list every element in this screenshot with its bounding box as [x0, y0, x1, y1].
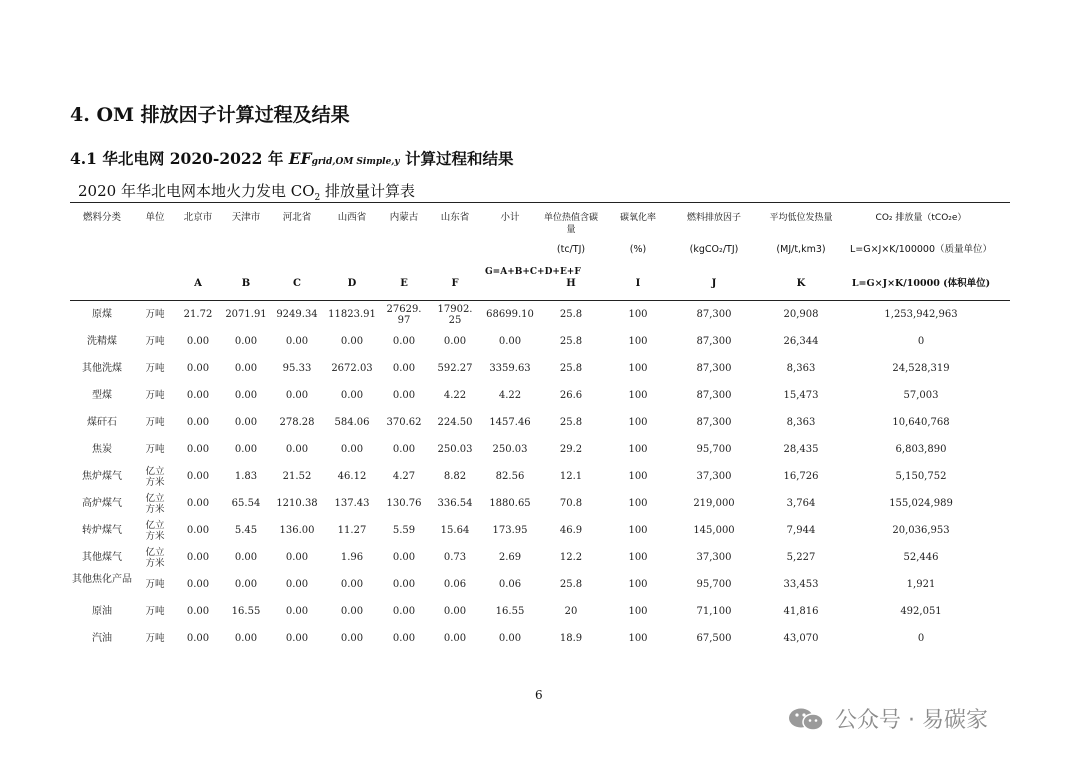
data-cell: 492,051: [900, 606, 942, 617]
header-formula-cell: K: [796, 278, 806, 289]
table-caption: [78, 180, 415, 203]
data-cell: 0.06: [443, 579, 467, 590]
data-cell: 100: [628, 552, 648, 563]
data-cell: 0.00: [340, 336, 364, 347]
data-cell: 0.00: [186, 552, 210, 563]
data-cell: 224.50: [437, 417, 473, 428]
data-cell: 130.76: [386, 498, 422, 509]
header-cell: 燃料排放因子: [686, 213, 741, 223]
data-cell: 27629.97: [386, 304, 422, 326]
header-cell: 山东省: [440, 212, 470, 223]
header-formula-cell: I: [635, 278, 641, 289]
data-cell: 219,000: [693, 498, 735, 509]
data-cell: 15.64: [440, 525, 470, 536]
fuel-name-cell: 焦炉煤气: [82, 471, 122, 482]
unit-cell: 万吨: [145, 444, 165, 455]
header-formula-cell: G=A+B+C+D+E+F: [485, 267, 581, 277]
data-cell: 0.00: [285, 579, 309, 590]
data-cell: 0: [917, 336, 925, 347]
data-cell: 0.00: [340, 444, 364, 455]
watermark-text: 公众号 · 易碳家: [835, 708, 988, 733]
unit-cell: 万吨: [145, 363, 165, 374]
data-cell: 250.03: [437, 444, 473, 455]
data-cell: 4.22: [443, 390, 467, 401]
data-cell: 0.00: [392, 552, 416, 563]
unit-cell: 万吨: [145, 390, 165, 401]
data-cell: 0.00: [234, 417, 258, 428]
fuel-name-cell: 转炉煤气: [82, 525, 122, 536]
data-cell: 25.8: [559, 579, 583, 590]
data-cell: 0.00: [234, 363, 258, 374]
data-cell: 8,363: [786, 363, 816, 374]
data-cell: 0.00: [443, 633, 467, 644]
data-cell: 17902.25: [437, 304, 473, 326]
data-cell: 0.00: [186, 336, 210, 347]
header-cell: 北京市: [183, 212, 213, 223]
fuel-name-cell: 其他洗煤: [82, 363, 122, 374]
data-cell: 0.73: [443, 552, 467, 563]
data-cell: 0.00: [285, 633, 309, 644]
unit-cell: 万吨: [145, 606, 165, 617]
data-cell: 100: [628, 498, 648, 509]
header-formula-cell: L=G×J×K/10000 (体积单位): [851, 278, 991, 289]
data-cell: 0.00: [234, 336, 258, 347]
data-cell: 29.2: [559, 444, 583, 455]
data-cell: 8.82: [443, 471, 467, 482]
data-cell: 12.1: [559, 471, 583, 482]
data-cell: 100: [628, 525, 648, 536]
data-cell: 137.43: [334, 498, 370, 509]
unit-cell: 亿立方米: [145, 493, 165, 515]
header-cell: CO₂ 排放量（tCO₂e）: [875, 213, 967, 223]
data-cell: 87,300: [696, 417, 732, 428]
data-cell: 37,300: [696, 471, 732, 482]
data-cell: 1.96: [340, 552, 364, 563]
wechat-icon: [788, 707, 826, 731]
unit-cell: 万吨: [145, 336, 165, 347]
data-cell: 155,024,989: [889, 498, 953, 509]
data-cell: 15,473: [783, 390, 819, 401]
data-cell: 25.8: [559, 363, 583, 374]
unit-cell: 万吨: [145, 579, 165, 590]
header-formula-cell: F: [451, 278, 459, 289]
fuel-name-cell: 煤矸石: [87, 417, 117, 428]
data-cell: 0.00: [392, 363, 416, 374]
fuel-name-cell: 其他煤气: [82, 552, 122, 563]
data-cell: 0.00: [443, 336, 467, 347]
header-formula-cell: B: [241, 278, 251, 289]
fuel-name-cell: 型煤: [92, 390, 112, 401]
data-cell: 0.00: [392, 336, 416, 347]
data-cell: 33,453: [783, 579, 819, 590]
data-cell: 0.00: [186, 633, 210, 644]
data-cell: 70.8: [559, 498, 583, 509]
data-cell: 145,000: [693, 525, 735, 536]
data-cell: 0.00: [443, 606, 467, 617]
header-cell: 单位: [145, 212, 165, 223]
data-cell: 0.00: [340, 633, 364, 644]
data-cell: 0.00: [234, 390, 258, 401]
data-cell: 100: [628, 579, 648, 590]
data-cell: 26,344: [783, 336, 819, 347]
data-cell: 1,921: [906, 579, 936, 590]
data-cell: 68699.10: [486, 309, 534, 320]
data-cell: 100: [628, 363, 648, 374]
fuel-name-cell: 汽油: [92, 633, 112, 644]
data-cell: 5,150,752: [895, 471, 947, 482]
data-cell: 2672.03: [331, 363, 373, 374]
header-formula-cell: E: [400, 278, 408, 289]
data-cell: 0.00: [234, 579, 258, 590]
fuel-name-cell: 其他焦化产品: [72, 574, 132, 585]
data-cell: 41,816: [783, 606, 819, 617]
data-cell: 11.27: [337, 525, 367, 536]
data-cell: 87,300: [696, 363, 732, 374]
table-header-rule: [70, 300, 1010, 301]
data-cell: 0.00: [234, 552, 258, 563]
data-cell: 1457.46: [489, 417, 531, 428]
data-cell: 173.95: [492, 525, 528, 536]
data-cell: 21.72: [183, 309, 213, 320]
header-cell: 内蒙古: [389, 212, 419, 223]
data-cell: 0.00: [186, 417, 210, 428]
data-cell: 0.00: [498, 336, 522, 347]
data-cell: 0.00: [340, 606, 364, 617]
data-cell: 46.12: [337, 471, 367, 482]
data-cell: 24,528,319: [892, 363, 950, 374]
data-cell: 21.52: [282, 471, 312, 482]
data-cell: 592.27: [437, 363, 473, 374]
data-cell: 1880.65: [489, 498, 531, 509]
data-cell: 100: [628, 471, 648, 482]
data-cell: 11823.91: [328, 309, 376, 320]
data-cell: 0.00: [285, 552, 309, 563]
header-unit-cell: (kgCO₂/TJ): [689, 244, 739, 255]
data-cell: 0.00: [285, 444, 309, 455]
data-cell: 1,253,942,963: [884, 309, 958, 320]
data-cell: 0.00: [186, 525, 210, 536]
data-cell: 46.9: [559, 525, 583, 536]
data-cell: 100: [628, 309, 648, 320]
data-cell: 0.00: [186, 390, 210, 401]
data-cell: 0.00: [186, 363, 210, 374]
header-unit-cell: (MJ/t,km3): [776, 244, 826, 255]
data-cell: 0.00: [392, 579, 416, 590]
fuel-name-cell: 洗精煤: [87, 336, 117, 347]
data-cell: 100: [628, 633, 648, 644]
data-cell: 67,500: [696, 633, 732, 644]
header-formula-cell: A: [194, 278, 202, 289]
header-cell: 平均低位发热量: [769, 213, 833, 223]
subsection-heading: [70, 147, 514, 169]
data-cell: 12.2: [559, 552, 583, 563]
heading2-suffix: 计算过程和结果: [399, 149, 514, 168]
data-cell: 16.55: [231, 606, 261, 617]
data-cell: 0.00: [498, 633, 522, 644]
unit-cell: 亿立方米: [145, 466, 165, 488]
heading2-prefix: 4.1 华北电网 2020-2022 年: [70, 149, 289, 168]
data-cell: 0.06: [498, 579, 522, 590]
data-cell: 1210.38: [276, 498, 318, 509]
data-cell: 0.00: [392, 444, 416, 455]
header-cell: 碳氧化率: [619, 213, 656, 223]
fuel-name-cell: 焦炭: [92, 444, 112, 455]
data-cell: 2071.91: [225, 309, 267, 320]
data-cell: 87,300: [696, 390, 732, 401]
data-cell: 0.00: [392, 606, 416, 617]
header-cell: 单位热值含碳量: [543, 213, 598, 235]
data-cell: 6,803,890: [895, 444, 947, 455]
header-formula-cell: J: [711, 278, 717, 289]
data-cell: 87,300: [696, 336, 732, 347]
data-cell: 5.59: [392, 525, 416, 536]
data-cell: 16,726: [783, 471, 819, 482]
header-cell: 河北省: [282, 212, 312, 223]
unit-cell: 亿立方米: [145, 547, 165, 569]
data-cell: 25.8: [559, 336, 583, 347]
data-cell: 370.62: [386, 417, 422, 428]
data-cell: 20: [564, 606, 578, 617]
data-cell: 65.54: [231, 498, 261, 509]
header-unit-cell: (%): [629, 244, 647, 255]
data-cell: 16.55: [495, 606, 525, 617]
data-cell: 25.8: [559, 309, 583, 320]
data-cell: 82.56: [495, 471, 525, 482]
data-cell: 100: [628, 390, 648, 401]
data-cell: 3,764: [786, 498, 816, 509]
data-cell: 5,227: [786, 552, 816, 563]
header-formula-cell: H: [566, 278, 576, 289]
caption-post: 排放量计算表: [320, 182, 416, 200]
data-cell: 0.00: [234, 633, 258, 644]
data-cell: 95,700: [696, 444, 732, 455]
data-cell: 3359.63: [489, 363, 531, 374]
data-cell: 10,640,768: [892, 417, 950, 428]
unit-cell: 万吨: [145, 417, 165, 428]
fuel-name-cell: 高炉煤气: [82, 498, 122, 509]
fuel-name-cell: 原油: [92, 606, 112, 617]
data-cell: 250.03: [492, 444, 528, 455]
header-formula-cell: D: [347, 278, 357, 289]
data-cell: 25.8: [559, 417, 583, 428]
data-cell: 9249.34: [276, 309, 318, 320]
data-cell: 87,300: [696, 309, 732, 320]
header-cell: 小计: [500, 212, 520, 223]
data-cell: 71,100: [696, 606, 732, 617]
data-cell: 95.33: [282, 363, 312, 374]
page-number: 6: [535, 688, 543, 702]
table-top-rule: [70, 202, 1010, 203]
header-formula-cell: C: [293, 278, 301, 289]
header-cell: 天津市: [231, 212, 261, 223]
data-cell: 0.00: [392, 633, 416, 644]
data-cell: 584.06: [334, 417, 370, 428]
data-cell: 278.28: [279, 417, 315, 428]
data-cell: 4.27: [392, 471, 416, 482]
unit-cell: 万吨: [145, 309, 165, 320]
header-cell: 燃料分类: [82, 212, 121, 223]
data-cell: 20,908: [783, 309, 819, 320]
header-unit-cell: (tc/TJ): [556, 244, 586, 255]
data-cell: 2.69: [498, 552, 522, 563]
data-cell: 0: [917, 633, 925, 644]
data-cell: 100: [628, 606, 648, 617]
data-cell: 26.6: [559, 390, 583, 401]
data-cell: 0.00: [340, 390, 364, 401]
data-cell: 8,363: [786, 417, 816, 428]
data-cell: 100: [628, 444, 648, 455]
data-cell: 5.45: [234, 525, 258, 536]
data-cell: 95,700: [696, 579, 732, 590]
data-cell: 0.00: [186, 606, 210, 617]
data-cell: 28,435: [783, 444, 819, 455]
data-cell: 18.9: [559, 633, 583, 644]
data-cell: 52,446: [903, 552, 939, 563]
data-cell: 1.83: [234, 471, 258, 482]
unit-cell: 万吨: [145, 633, 165, 644]
data-cell: 0.00: [340, 579, 364, 590]
unit-cell: 亿立方米: [145, 520, 165, 542]
caption-subscript: 2: [314, 193, 321, 203]
data-cell: 0.00: [186, 444, 210, 455]
data-cell: 57,003: [903, 390, 939, 401]
data-cell: 0.00: [285, 390, 309, 401]
data-cell: 4.22: [498, 390, 522, 401]
data-cell: 0.00: [285, 606, 309, 617]
data-cell: 20,036,953: [892, 525, 950, 536]
data-cell: 0.00: [186, 471, 210, 482]
heading2-ef-subscript: grid,OM Simple,y: [311, 157, 400, 167]
data-cell: 43,070: [783, 633, 819, 644]
data-cell: 0.00: [186, 579, 210, 590]
data-cell: 0.00: [392, 390, 416, 401]
data-cell: 7,944: [786, 525, 816, 536]
data-cell: 336.54: [437, 498, 473, 509]
section-heading: 4. OM 排放因子计算过程及结果: [70, 104, 350, 126]
data-cell: 100: [628, 336, 648, 347]
data-cell: 0.00: [234, 444, 258, 455]
heading2-ef: EF: [288, 149, 312, 168]
data-cell: 0.00: [285, 336, 309, 347]
data-cell: 0.00: [186, 498, 210, 509]
header-unit-cell: L=G×J×K/100000（质量单位）: [849, 244, 993, 255]
header-cell: 山西省: [337, 212, 367, 223]
data-cell: 136.00: [279, 525, 315, 536]
data-cell: 100: [628, 417, 648, 428]
caption-pre: 2020 年华北电网本地火力发电 CO: [78, 182, 315, 200]
data-cell: 37,300: [696, 552, 732, 563]
fuel-name-cell: 原煤: [92, 309, 112, 320]
